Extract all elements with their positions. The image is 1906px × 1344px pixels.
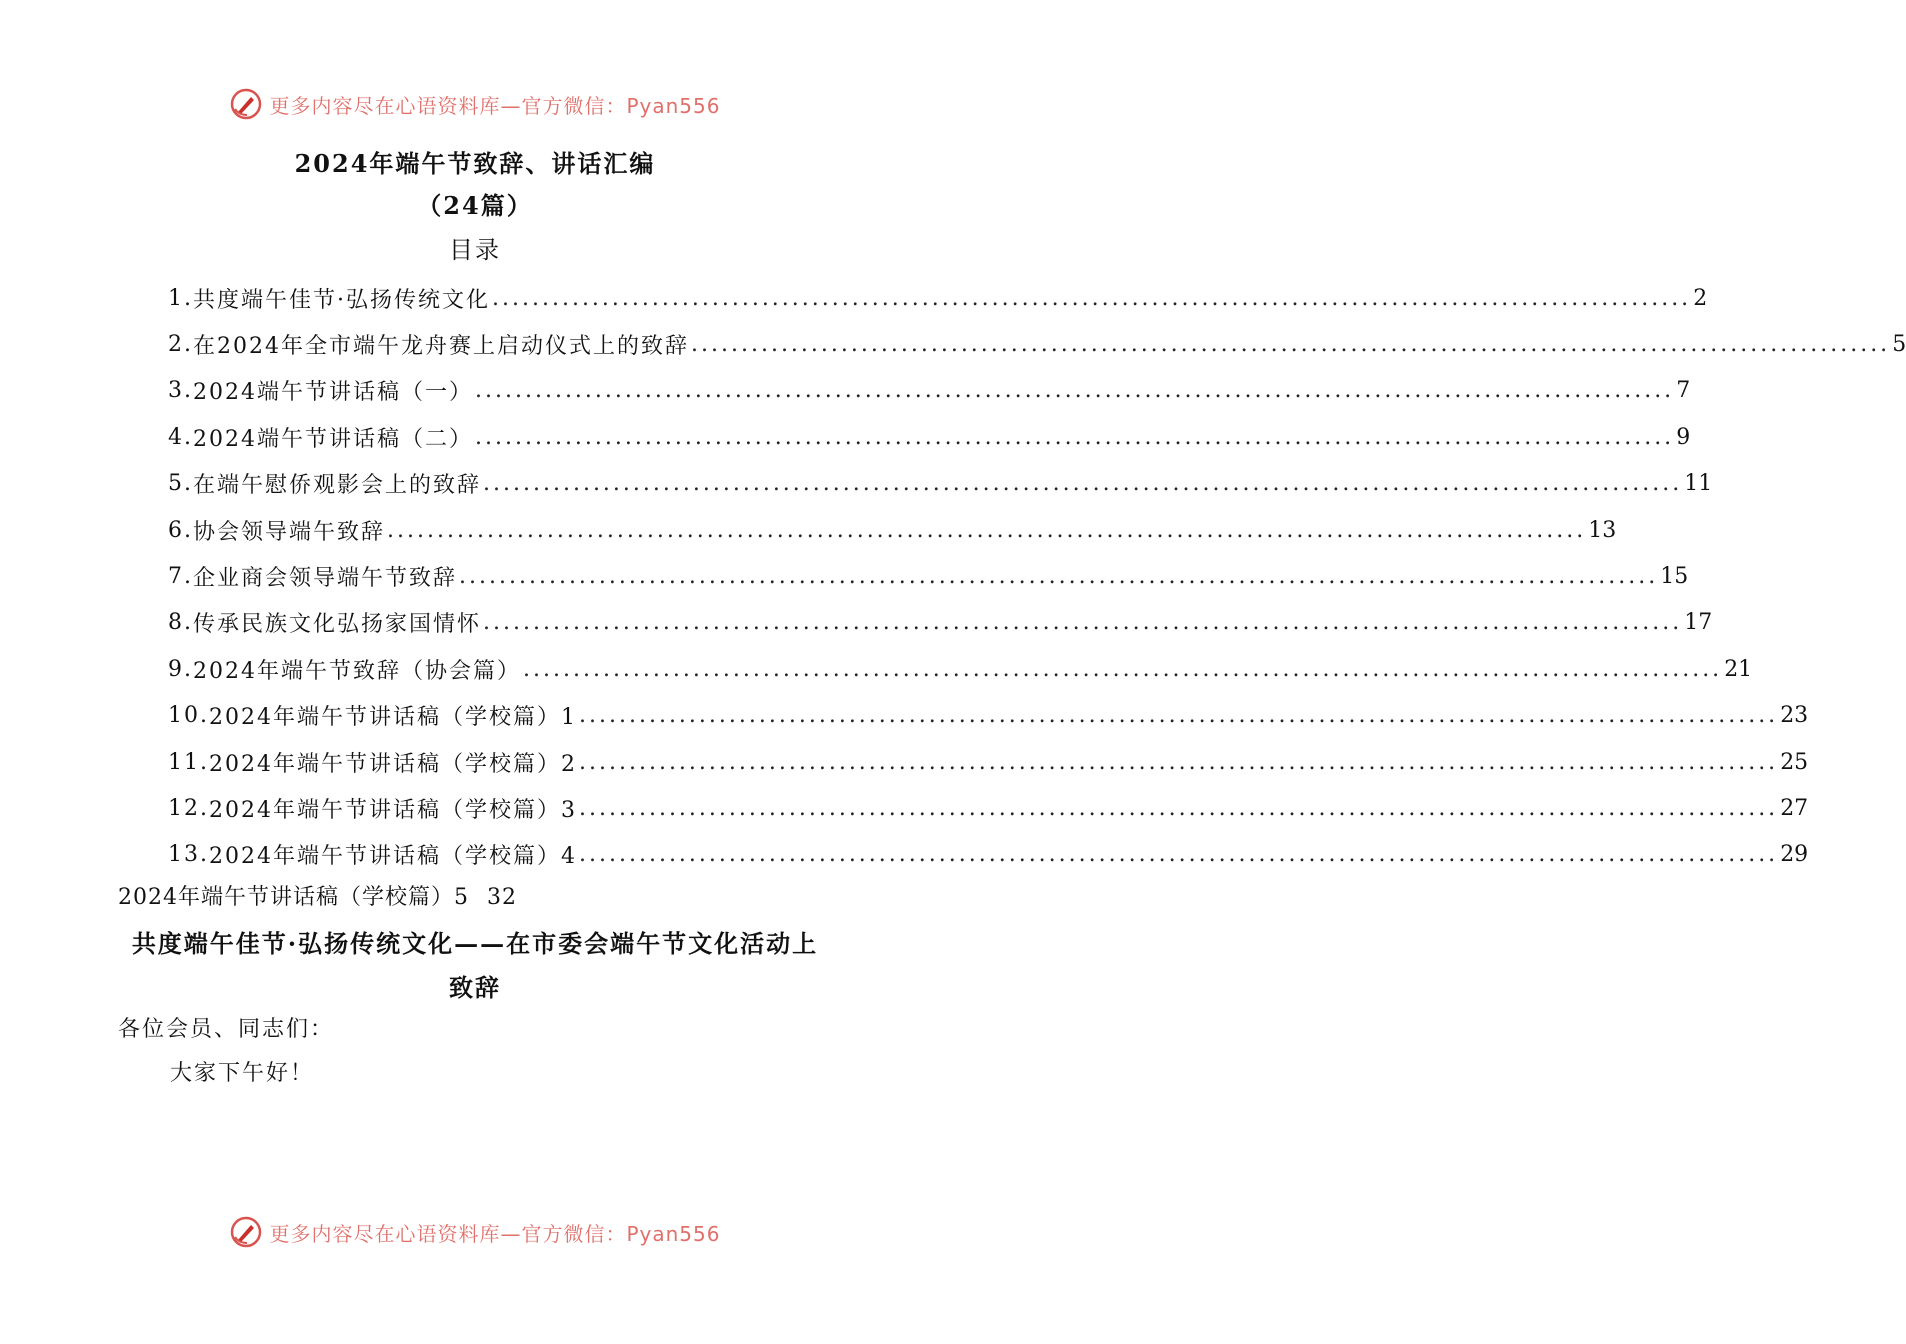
salutation: 各位会员、同志们： [118,1017,335,1042]
watermark-text: 更多内容尽在心语资料库—官方微信：Pyan556 [269,93,721,118]
toc-item-number: 3. [168,378,193,404]
toc-item[interactable] [168,600,1713,646]
toc-item[interactable] [168,275,1708,321]
toc-item-leader: ........................................................................................................................ [523,656,1723,682]
article-title-line1: 共度端午佳节·弘扬传统文化——在市委会端午节文化活动上 [131,929,819,958]
toc-item-page: 29 [1780,842,1809,868]
toc-item-leader: ........................................................................................................................ [475,378,1675,404]
toc-item-page: 21 [1724,656,1753,682]
toc-item-page: 27 [1780,795,1809,821]
toc-item-number: 6. [168,517,193,543]
toc-item-page: 23 [1780,703,1809,729]
toc-item[interactable] [168,553,1689,599]
toc-item[interactable] [168,832,1809,878]
pen-logo-icon [229,1215,263,1249]
toc-item-title: 2024年端午节讲话稿（学校篇）1 [209,705,577,731]
watermark-bottom [0,1212,950,1252]
toc-item-leader: ........................................................................................................................ [459,564,1659,590]
toc-item-leader: ........................................................................................................................ [483,610,1683,636]
table-of-contents [168,275,1906,878]
toc-item-number: 5. [168,471,193,497]
toc-item-page: 2 [1693,285,1708,311]
toc-item-page: 7 [1676,378,1691,404]
toc-item-page: 9 [1676,424,1691,450]
toc-item-page: 11 [1684,471,1713,497]
toc-last-item[interactable] [118,880,517,911]
toc-item-leader: ........................................................................................................................ [483,471,1683,497]
toc-item-title: 2024年端午节致辞（协会篇） [193,658,521,684]
toc-item[interactable] [168,321,1906,367]
watermark-top [0,84,950,124]
toc-item-title: 2024端午节讲话稿（二） [193,426,473,452]
toc-item-number: 8. [168,610,193,636]
toc-last-page: 32 [487,885,517,910]
toc-item-title: 2024年端午节讲话稿（学校篇）2 [209,751,577,777]
toc-item-number: 2. [168,332,193,358]
toc-item-leader: ........................................................................................................................ [579,703,1779,729]
toc-item-title: 在端午慰侨观影会上的致辞 [193,473,482,499]
toc-last-title: 2024年端午节讲话稿（学校篇）5 [118,885,469,910]
toc-item[interactable] [168,507,1617,553]
article-title-line2: 致辞 [449,973,501,1002]
toc-item[interactable] [168,739,1809,785]
toc-item-title: 传承民族文化弘扬家国情怀 [193,612,482,638]
toc-item-number: 9. [168,656,193,682]
toc-item[interactable] [168,693,1809,739]
toc-item-number: 12. [168,795,209,821]
toc-item[interactable] [168,368,1691,414]
toc-item-title: 企业商会领导端午节致辞 [193,566,458,592]
toc-item-number: 7. [168,564,193,590]
toc-item-title: 2024年端午节讲话稿（学校篇）3 [209,797,577,823]
toc-item-leader: ........................................................................................................................ [579,842,1779,868]
toc-item[interactable] [168,785,1809,831]
toc-item-leader: ........................................................................................................................ [387,517,1587,543]
toc-item-title: 共度端午佳节·弘扬传统文化 [193,287,490,313]
toc-item-leader: ........................................................................................................................ [579,795,1779,821]
toc-item-page: 25 [1780,749,1809,775]
toc-item-number: 4. [168,424,193,450]
toc-item[interactable] [168,461,1713,507]
toc-item-title: 2024端午节讲话稿（一） [193,380,473,406]
toc-item-page: 17 [1684,610,1713,636]
toc-item-leader: ........................................................................................................................ [579,749,1779,775]
toc-item-title: 在2024年全市端午龙舟赛上启动仪式上的致辞 [193,334,689,360]
toc-item-page: 13 [1588,517,1617,543]
toc-item[interactable] [168,646,1753,692]
toc-item-number: 1. [168,285,193,311]
greeting: 大家下午好！ [170,1061,315,1086]
toc-item-title: 协会领导端午致辞 [193,519,386,545]
toc-item-leader: ........................................................................................................................ [492,285,1692,311]
toc-item[interactable] [168,414,1691,460]
document-subtitle: （24篇） [417,191,533,220]
toc-item-leader: ........................................................................................................................ [475,424,1675,450]
pen-logo-icon [229,87,263,121]
toc-heading: 目录 [449,236,501,264]
toc-item-page: 5 [1892,332,1906,358]
toc-item-leader: ........................................................................................................................ [691,332,1891,358]
watermark-text: 更多内容尽在心语资料库—官方微信：Pyan556 [269,1221,721,1246]
toc-item-title: 2024年端午节讲话稿（学校篇）4 [209,844,577,870]
toc-item-number: 10. [168,703,209,729]
toc-item-number: 11. [168,749,209,775]
toc-item-number: 13. [168,842,209,868]
toc-item-page: 15 [1660,564,1689,590]
document-title: 2024年端午节致辞、讲话汇编 [294,149,656,178]
